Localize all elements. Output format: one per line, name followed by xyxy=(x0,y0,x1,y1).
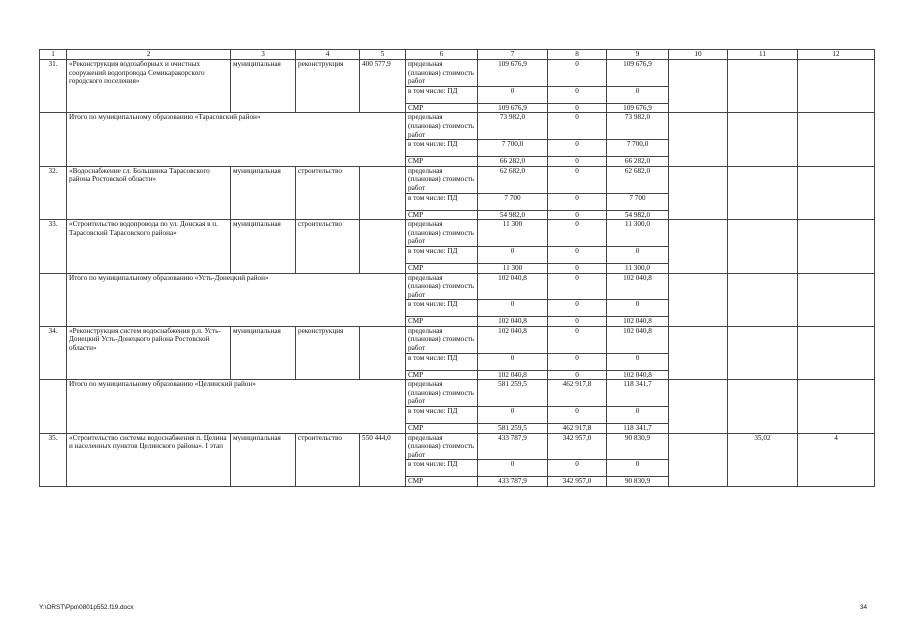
column-header: 8 xyxy=(548,50,607,60)
value-col8: 0 xyxy=(548,353,607,370)
object-row xyxy=(40,326,875,353)
value-col7: 0 xyxy=(478,353,548,370)
value-col8: 0 xyxy=(548,300,607,317)
investment-table xyxy=(39,49,875,487)
cost-label: предельная (плановая) стоимость работ xyxy=(406,60,478,87)
value-col7: 102 040,8 xyxy=(478,370,548,380)
value-col9: 0 xyxy=(607,86,669,103)
subtotal-row xyxy=(40,113,875,140)
column-header: 1 xyxy=(40,50,67,60)
blank-cell xyxy=(40,380,67,433)
col12-cell xyxy=(798,113,875,166)
cost-label: в том числе: ПД xyxy=(406,300,478,317)
row-number: 34. xyxy=(40,326,67,379)
value-col9: 0 xyxy=(607,246,669,263)
value-col9: 0 xyxy=(607,460,669,477)
value-col9: 62 682,0 xyxy=(607,166,669,193)
cost-label: предельная (плановая) стоимость работ xyxy=(406,220,478,247)
column-header: 11 xyxy=(728,50,798,60)
value-col9: 102 040,8 xyxy=(607,317,669,327)
value-col8: 0 xyxy=(548,370,607,380)
value-col7: 0 xyxy=(478,86,548,103)
file-path: Y:\ORST\Ppo\0801p552.f19.docx xyxy=(39,604,134,611)
value-col8: 0 xyxy=(548,113,607,140)
value-col9: 90 830,9 xyxy=(607,433,669,460)
row-number: 31. xyxy=(40,60,67,113)
value-col7: 581 259,5 xyxy=(478,424,548,434)
value-col7: 0 xyxy=(478,246,548,263)
value-col7: 73 982,0 xyxy=(478,113,548,140)
column-header: 5 xyxy=(360,50,406,60)
value-col8: 462 917,8 xyxy=(548,424,607,434)
value-col8: 0 xyxy=(548,460,607,477)
page-number: 34 xyxy=(859,604,867,611)
value-col7: 433 787,9 xyxy=(478,433,548,460)
col11-cell xyxy=(728,113,798,166)
object-row xyxy=(40,166,875,193)
value-col9: 0 xyxy=(607,353,669,370)
value-col7: 11 300 xyxy=(478,263,548,273)
column-header: 6 xyxy=(406,50,478,60)
value-col8: 462 917,8 xyxy=(548,380,607,407)
value-col9: 11 300,0 xyxy=(607,263,669,273)
row-number: 35. xyxy=(40,433,67,486)
ownership: муниципальная xyxy=(231,220,296,273)
work-type: строительство xyxy=(296,166,360,219)
cost-label: предельная (плановая) стоимость работ xyxy=(406,433,478,460)
cost-label: СМР xyxy=(406,103,478,113)
value-col9: 7 700,0 xyxy=(607,140,669,157)
object-row xyxy=(40,220,875,247)
value-col8: 0 xyxy=(548,210,607,220)
value-col7: 7 700 xyxy=(478,193,548,210)
cost-label: в том числе: ПД xyxy=(406,353,478,370)
col10-cell xyxy=(669,220,728,273)
cost-label: в том числе: ПД xyxy=(406,86,478,103)
value-col9: 118 341,7 xyxy=(607,380,669,407)
column-number-row xyxy=(40,50,875,60)
column-header: 2 xyxy=(67,50,231,60)
capacity xyxy=(360,326,406,379)
value-col7: 109 676,9 xyxy=(478,103,548,113)
value-col9: 11 300,0 xyxy=(607,220,669,247)
col12-cell: 4 xyxy=(798,433,875,486)
subtotal-name: Итого по муниципальному образованию «Целинский район» xyxy=(67,380,406,433)
cost-label: в том числе: ПД xyxy=(406,246,478,263)
col11-cell xyxy=(728,60,798,113)
value-col9: 118 341,7 xyxy=(607,424,669,434)
value-col9: 102 040,8 xyxy=(607,370,669,380)
value-col8: 0 xyxy=(548,193,607,210)
value-col8: 0 xyxy=(548,157,607,167)
value-col9: 0 xyxy=(607,300,669,317)
value-col7: 102 040,8 xyxy=(478,326,548,353)
value-col9: 90 830,9 xyxy=(607,477,669,487)
cost-label: предельная (плановая) стоимость работ xyxy=(406,166,478,193)
col10-cell xyxy=(669,326,728,379)
object-name: «Реконструкция систем водоснабжения р.п. Усть-Донецкий Усть-Донецкого района Ростовской области» xyxy=(67,326,231,379)
cost-label: в том числе: ПД xyxy=(406,193,478,210)
column-header: 3 xyxy=(231,50,296,60)
cost-label: СМР xyxy=(406,477,478,487)
cost-label: предельная (плановая) стоимость работ xyxy=(406,273,478,300)
object-name: «Строительство водопровода по ул. Донская в п. Тарасовский Тарасовского района» xyxy=(67,220,231,273)
value-col7: 54 982,0 xyxy=(478,210,548,220)
value-col7: 11 300 xyxy=(478,220,548,247)
value-col8: 0 xyxy=(548,60,607,87)
value-col9: 109 676,9 xyxy=(607,60,669,87)
cost-label: в том числе: ПД xyxy=(406,460,478,477)
col12-cell xyxy=(798,326,875,379)
value-col9: 0 xyxy=(607,407,669,424)
value-col9: 66 282,0 xyxy=(607,157,669,167)
value-col7: 433 787,9 xyxy=(478,477,548,487)
col12-cell xyxy=(798,220,875,273)
col10-cell xyxy=(669,273,728,326)
col12-cell xyxy=(798,166,875,219)
ownership: муниципальная xyxy=(231,60,296,113)
col10-cell xyxy=(669,380,728,433)
value-col9: 7 700 xyxy=(607,193,669,210)
value-col8: 0 xyxy=(548,86,607,103)
value-col7: 109 676,9 xyxy=(478,60,548,87)
ownership: муниципальная xyxy=(231,433,296,486)
value-col8: 0 xyxy=(548,317,607,327)
value-col7: 7 700,0 xyxy=(478,140,548,157)
col11-cell xyxy=(728,326,798,379)
work-type: строительство xyxy=(296,220,360,273)
document-sheet xyxy=(39,49,875,487)
object-row xyxy=(40,60,875,87)
work-type: строительство xyxy=(296,433,360,486)
value-col8: 342 957,0 xyxy=(548,433,607,460)
col10-cell xyxy=(669,166,728,219)
column-header: 4 xyxy=(296,50,360,60)
value-col8: 342 957,0 xyxy=(548,477,607,487)
column-header: 10 xyxy=(669,50,728,60)
value-col9: 102 040,8 xyxy=(607,326,669,353)
value-col9: 54 982,0 xyxy=(607,210,669,220)
col10-cell xyxy=(669,113,728,166)
subtotal-row xyxy=(40,273,875,300)
value-col8: 0 xyxy=(548,326,607,353)
capacity: 400 577,9 xyxy=(360,60,406,113)
subtotal-name: Итого по муниципальному образованию «Усть-Донецкий район» xyxy=(67,273,406,326)
cost-label: предельная (плановая) стоимость работ xyxy=(406,380,478,407)
cost-label: СМР xyxy=(406,157,478,167)
column-header: 9 xyxy=(607,50,669,60)
row-number: 32. xyxy=(40,166,67,219)
cost-label: СМР xyxy=(406,317,478,327)
cost-label: СМР xyxy=(406,424,478,434)
value-col9: 102 040,8 xyxy=(607,273,669,300)
cost-label: в том числе: ПД xyxy=(406,140,478,157)
work-type: реконструкция xyxy=(296,326,360,379)
row-number: 33. xyxy=(40,220,67,273)
value-col7: 0 xyxy=(478,407,548,424)
col11-cell xyxy=(728,166,798,219)
value-col7: 0 xyxy=(478,300,548,317)
column-header: 12 xyxy=(798,50,875,60)
object-name: «Водоснабжение сл. Большинка Тарасовского района Ростовской области» xyxy=(67,166,231,219)
value-col7: 62 682,0 xyxy=(478,166,548,193)
value-col7: 102 040,8 xyxy=(478,273,548,300)
col12-cell xyxy=(798,380,875,433)
cost-label: СМР xyxy=(406,210,478,220)
ownership: муниципальная xyxy=(231,166,296,219)
blank-cell xyxy=(40,113,67,166)
capacity xyxy=(360,220,406,273)
subtotal-row xyxy=(40,380,875,407)
value-col8: 0 xyxy=(548,220,607,247)
col12-cell xyxy=(798,273,875,326)
col10-cell xyxy=(669,60,728,113)
cost-label: предельная (плановая) стоимость работ xyxy=(406,113,478,140)
value-col8: 0 xyxy=(548,407,607,424)
value-col7: 66 282,0 xyxy=(478,157,548,167)
value-col8: 0 xyxy=(548,166,607,193)
cost-label: в том числе: ПД xyxy=(406,407,478,424)
blank-cell xyxy=(40,273,67,326)
object-row xyxy=(40,433,875,460)
col11-cell xyxy=(728,380,798,433)
capacity xyxy=(360,166,406,219)
col10-cell xyxy=(669,433,728,486)
col11-cell xyxy=(728,273,798,326)
value-col9: 109 676,9 xyxy=(607,103,669,113)
value-col8: 0 xyxy=(548,263,607,273)
value-col8: 0 xyxy=(548,140,607,157)
cost-label: СМР xyxy=(406,370,478,380)
value-col7: 581 259,5 xyxy=(478,380,548,407)
value-col8: 0 xyxy=(548,273,607,300)
object-name: «Строительство системы водоснабжения п. Целина и населенных пунктов Целинского района». I этап xyxy=(67,433,231,486)
col11-cell: 35,02 xyxy=(728,433,798,486)
col11-cell xyxy=(728,220,798,273)
capacity: 550 444,0 xyxy=(360,433,406,486)
value-col7: 102 040,8 xyxy=(478,317,548,327)
work-type: реконструкция xyxy=(296,60,360,113)
object-name: «Реконструкция водозаборных и очистных сооружений водопровода Семикаракорского городского поселения» xyxy=(67,60,231,113)
value-col8: 0 xyxy=(548,246,607,263)
cost-label: предельная (плановая) стоимость работ xyxy=(406,326,478,353)
cost-label: СМР xyxy=(406,263,478,273)
ownership: муниципальная xyxy=(231,326,296,379)
value-col7: 0 xyxy=(478,460,548,477)
value-col9: 73 982,0 xyxy=(607,113,669,140)
value-col8: 0 xyxy=(548,103,607,113)
subtotal-name: Итого по муниципальному образованию «Тарасовский район» xyxy=(67,113,406,166)
column-header: 7 xyxy=(478,50,548,60)
col12-cell xyxy=(798,60,875,113)
